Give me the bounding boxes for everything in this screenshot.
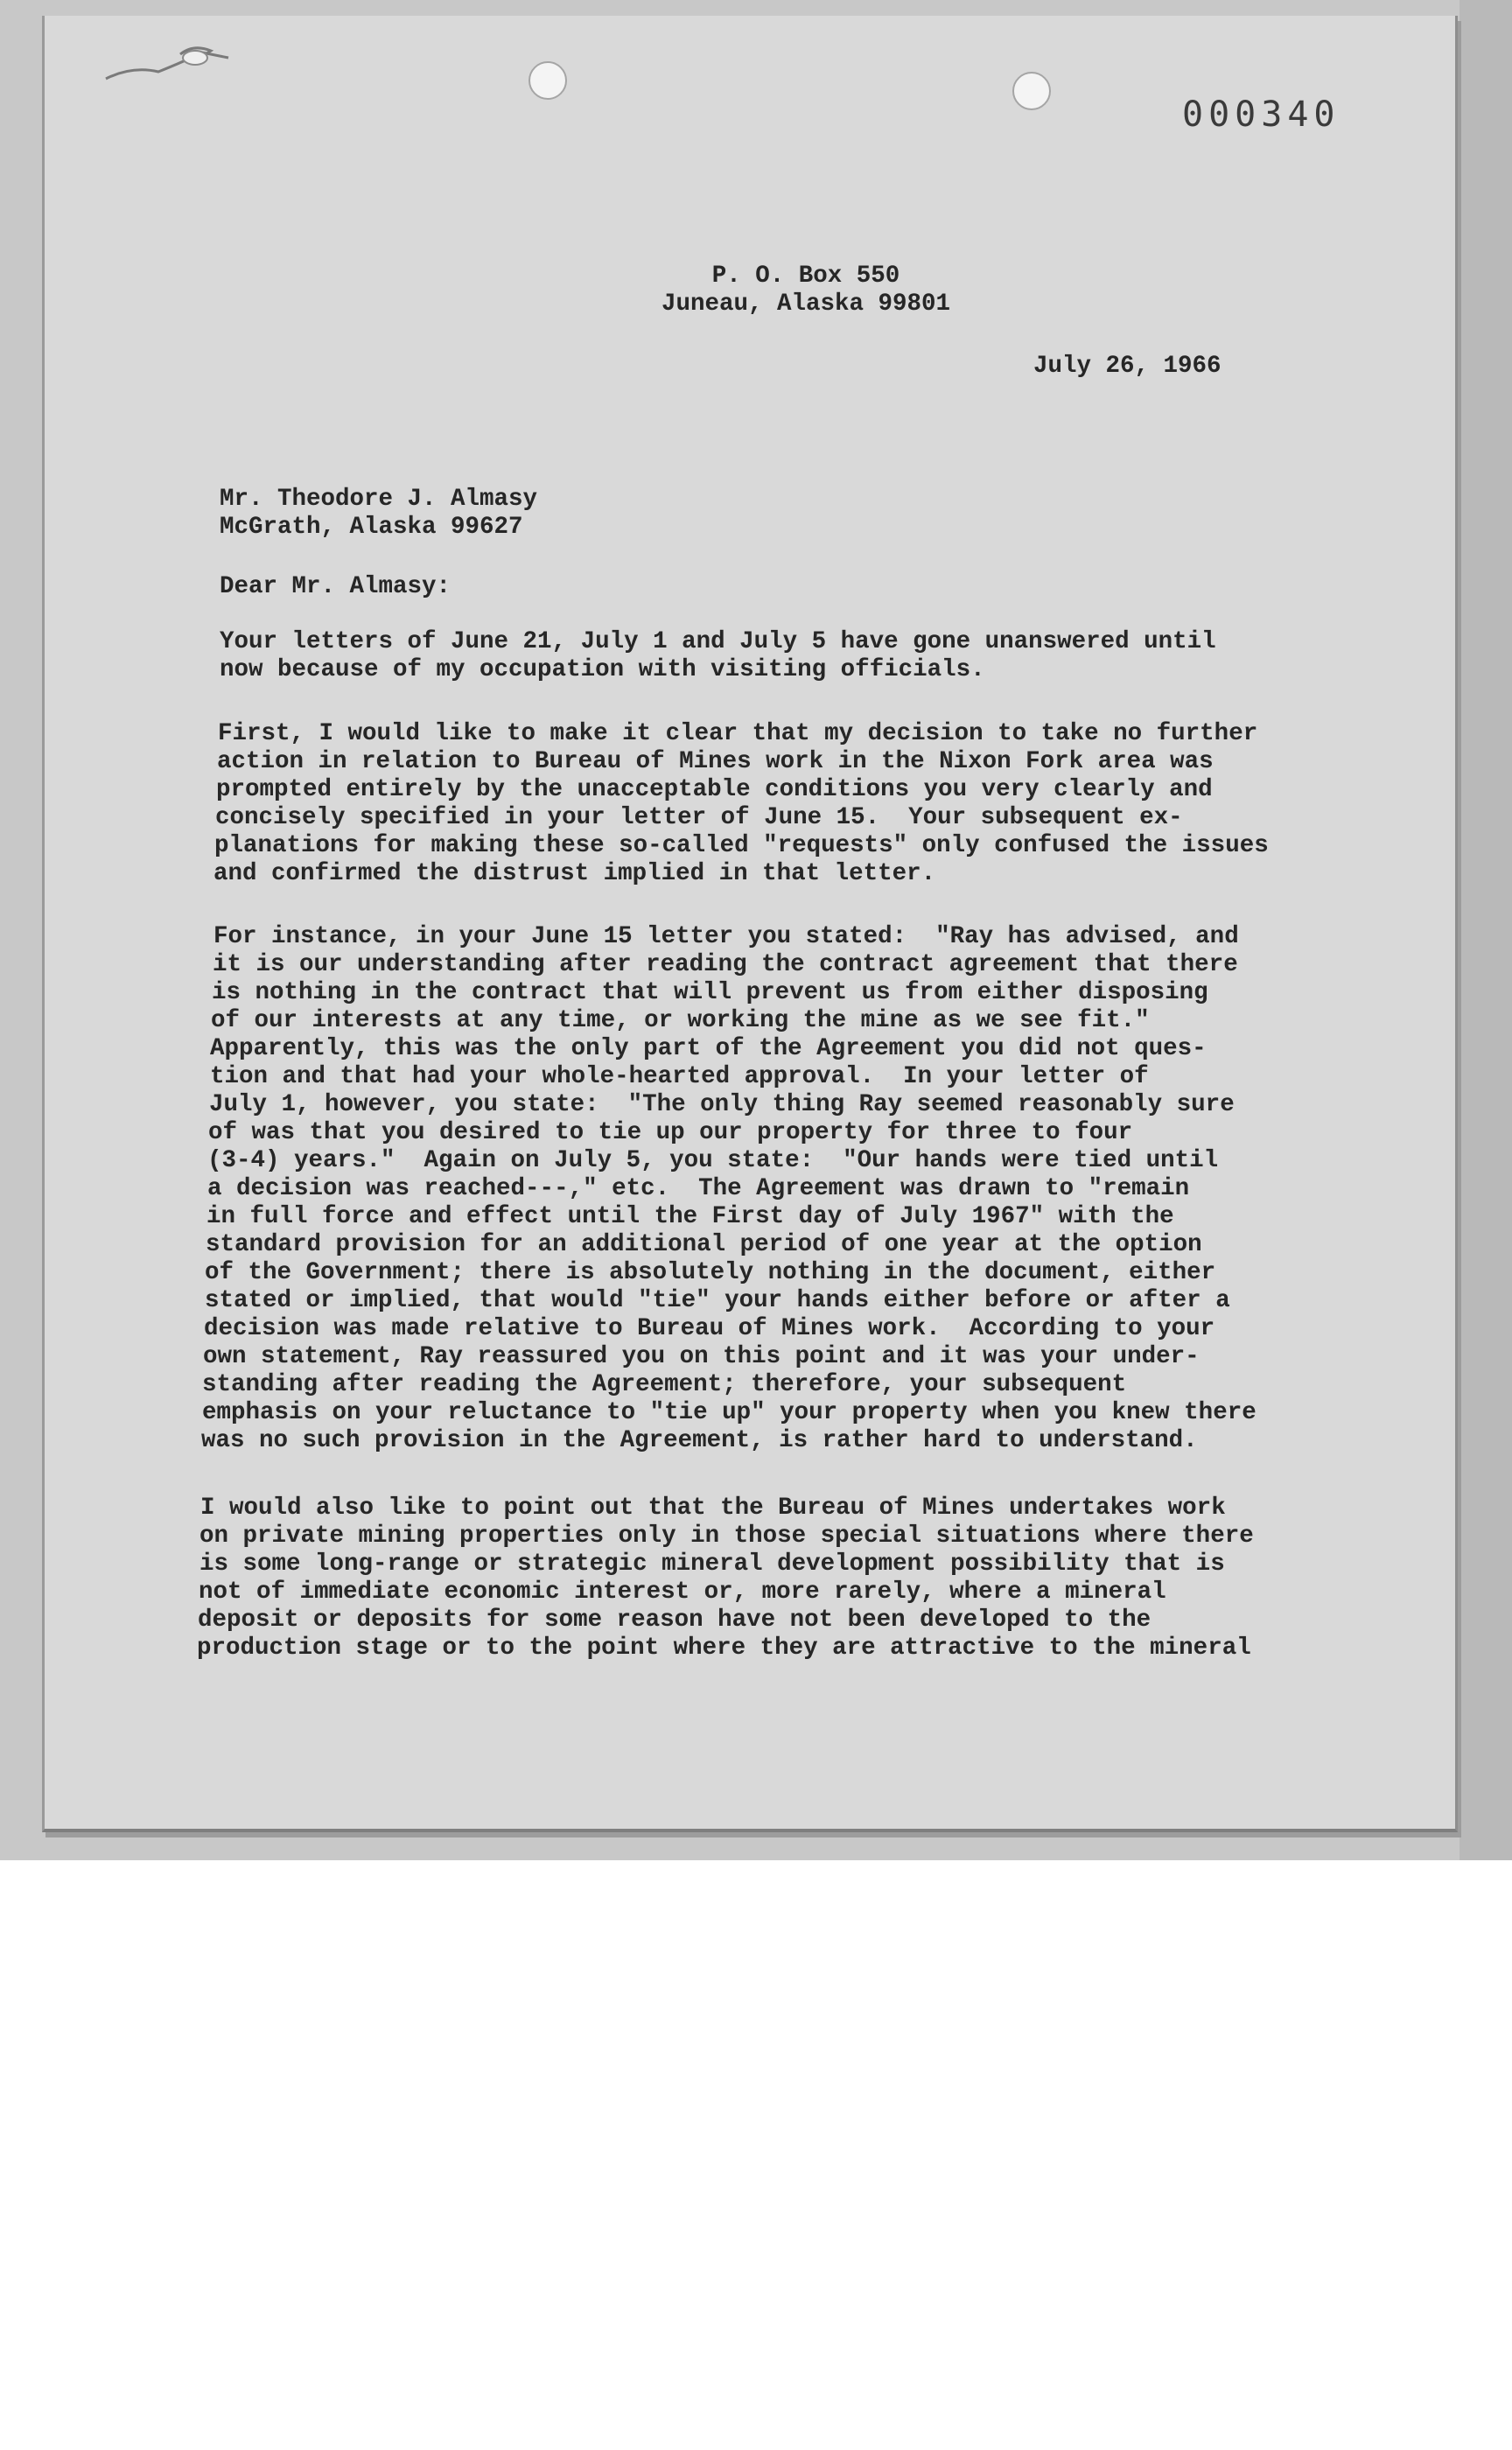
text-line: planations for making these so-called "requests" only confused the issues: [214, 832, 1269, 859]
text-line: (3-4) years." Again on July 5, you state: "Our hands were tied until: [207, 1147, 1219, 1174]
text-line: action in relation to Bureau of Mines work in the Nixon Fork area was: [217, 748, 1214, 775]
text-line: in full force and effect until the First day of July 1967" with the: [206, 1203, 1174, 1230]
text-line: own statement, Ray reassured you on this point and it was your under-: [203, 1343, 1200, 1370]
text-line: decision was made relative to Bureau of Mines work. According to your: [204, 1315, 1215, 1342]
text-line: production stage or to the point where they are attractive to the mineral: [197, 1634, 1251, 1662]
text-line: of was that you desired to tie up our property for three to four: [208, 1119, 1133, 1146]
text-line: it is our understanding after reading the contract agreement that there: [213, 951, 1238, 978]
text-line: and confirmed the distrust implied in that letter.: [214, 860, 936, 887]
document-number: 000340: [1182, 94, 1340, 135]
text-line: is some long-range or strategic mineral development possibility that is: [200, 1550, 1225, 1578]
text-line: Apparently, this was the only part of the Agreement you did not ques-: [210, 1035, 1207, 1062]
text-line: was no such provision in the Agreement, is rather hard to understand.: [201, 1427, 1198, 1454]
text-line: on private mining properties only in those special situations where there: [200, 1522, 1254, 1550]
letter-body: [45, 16, 1455, 1829]
text-line: tion and that had your whole-hearted approval. In your letter of: [210, 1063, 1149, 1090]
text-line: stated or implied, that would "tie" your hands either before or after a: [205, 1287, 1230, 1314]
text-line: is nothing in the contract that will prevent us from either disposing: [212, 979, 1208, 1006]
text-line: prompted entirely by the unacceptable conditions you very clearly and: [216, 776, 1213, 803]
text-line: of the Government; there is absolutely nothing in the document, either: [205, 1259, 1216, 1286]
text-line: For instance, in your June 15 letter you stated: "Ray has advised, and: [214, 923, 1239, 950]
text-line: now because of my occupation with visiting officials.: [220, 656, 985, 683]
text-line: emphasis on your reluctance to "tie up" your property when you knew there: [202, 1399, 1256, 1426]
text-line: First, I would like to make it clear that my decision to take no further: [218, 720, 1258, 747]
text-line: I would also like to point out that the Bureau of Mines undertakes work: [200, 1494, 1226, 1522]
letter-date: July 26, 1966: [1033, 353, 1222, 380]
text-line: standing after reading the Agreement; therefore, your subsequent: [202, 1371, 1127, 1398]
text-line: Your letters of June 21, July 1 and July 5 have gone unanswered until: [220, 628, 1216, 655]
text-line: not of immediate economic interest or, more rarely, where a mineral: [199, 1578, 1166, 1606]
sender-address: [657, 262, 955, 318]
sender-address-line: Juneau, Alaska 99801: [661, 290, 951, 318]
text-line: standard provision for an additional period of one year at the option: [206, 1231, 1202, 1258]
text-line: concisely specified in your letter of June 15. Your subsequent ex-: [215, 804, 1183, 831]
recipient-name: Mr. Theodore J. Almasy: [220, 486, 538, 513]
recipient-block: [220, 486, 537, 542]
text-line: a decision was reached---," etc. The Agreement was drawn to "remain: [207, 1175, 1190, 1202]
sender-address-line: P. O. Box 550: [711, 262, 900, 290]
salutation: Dear Mr. Almasy:: [220, 573, 452, 600]
scanner-edge-strip: [1460, 0, 1512, 1860]
letter-page: [42, 16, 1458, 1832]
text-line: of our interests at any time, or working the mine as we see fit.": [211, 1007, 1150, 1034]
text-line: deposit or deposits for some reason have not been developed to the: [198, 1606, 1152, 1634]
recipient-address: McGrath, Alaska 99627: [220, 514, 523, 541]
text-line: July 1, however, you state: "The only thing Ray seemed reasonably sure: [209, 1091, 1235, 1118]
